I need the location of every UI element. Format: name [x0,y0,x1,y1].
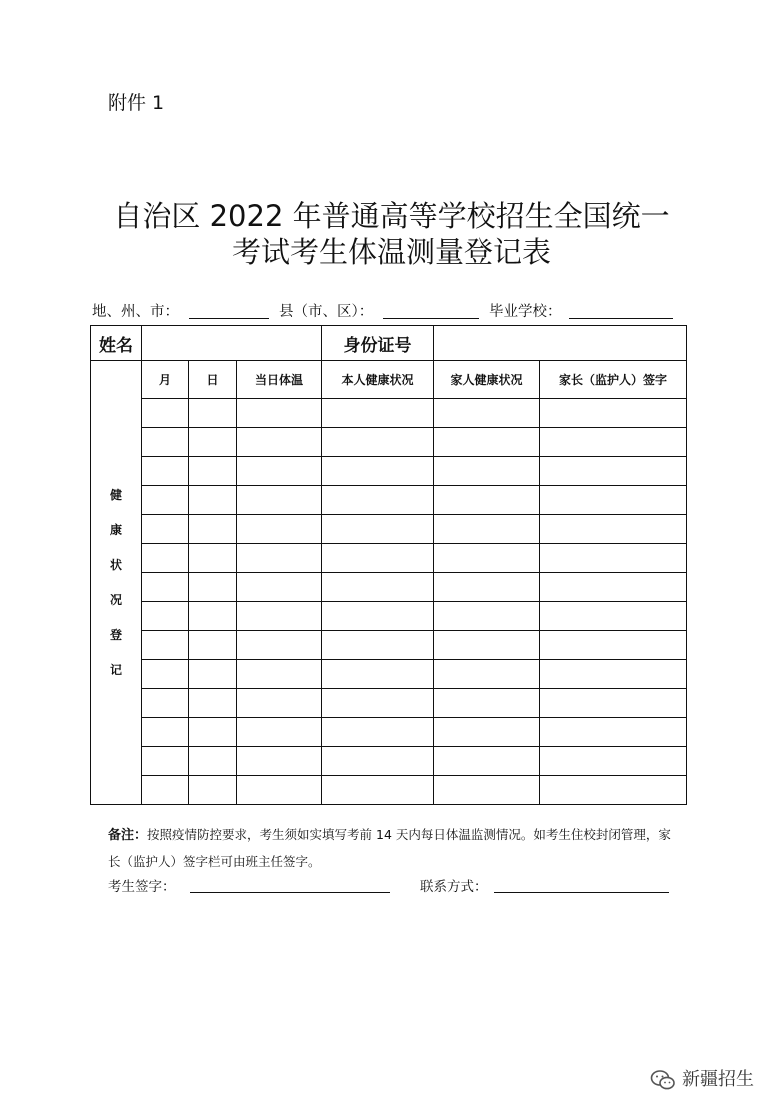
entry-cell[interactable] [540,428,687,457]
section-char: 记 [109,662,122,677]
region-blank[interactable] [189,318,269,319]
entry-cell[interactable] [189,718,237,747]
entry-cell[interactable] [322,515,434,544]
entry-cell[interactable] [237,631,322,660]
entry-cell[interactable] [540,718,687,747]
table-row [91,718,687,747]
entry-cell[interactable] [142,631,189,660]
entry-cell[interactable] [540,631,687,660]
entry-cell[interactable] [434,689,540,718]
entry-cell[interactable] [434,573,540,602]
table-row [91,457,687,486]
entry-cell[interactable] [434,776,540,805]
table-row [91,515,687,544]
contact-blank[interactable] [494,892,669,893]
table-row [91,544,687,573]
entry-cell[interactable] [322,602,434,631]
watermark [650,1065,754,1091]
entry-cell[interactable] [540,457,687,486]
region-label: 地、州、市： [92,304,179,320]
entry-cell[interactable] [434,544,540,573]
school-label: 毕业学校： [489,304,562,320]
student-signature-blank[interactable] [190,892,390,893]
entry-cell[interactable] [189,399,237,428]
entry-cell[interactable] [189,747,237,776]
entry-cell[interactable] [322,544,434,573]
entry-cell[interactable] [237,428,322,457]
table-row [91,486,687,515]
table-row [91,399,687,428]
entry-cell[interactable] [237,544,322,573]
entry-cell[interactable] [142,718,189,747]
column-header-month: 月 [142,361,189,399]
county-blank[interactable] [383,318,479,319]
column-header-guardian-signature: 家长（监护人）签字 [540,361,687,399]
section-char: 健 [109,487,122,502]
table-row [91,689,687,718]
attachment-label: 附件 1 [108,92,165,114]
section-char: 康 [109,522,122,537]
entry-cell[interactable] [434,718,540,747]
table-row [91,776,687,805]
entry-cell[interactable] [237,689,322,718]
entry-cell[interactable] [322,718,434,747]
entry-cell[interactable] [142,486,189,515]
entry-cell[interactable] [540,776,687,805]
school-blank[interactable] [569,318,673,319]
county-label: 县（市、区）： [279,304,374,320]
entry-cell[interactable] [540,660,687,689]
remarks-text: 按照疫情防控要求，考生须如实填写考前 14 天内每日体温监测情况。如考生住校封闭管理，家长（监护人）签字栏可由班主任签字。 [108,827,671,869]
wechat-icon [650,1069,676,1091]
name-label: 姓名 [91,326,142,361]
table-row [91,428,687,457]
entry-cell[interactable] [237,660,322,689]
health-status-section-label [91,361,142,805]
id-number-label: 身份证号 [322,326,434,361]
form-title-line-1: 自治区 2022 年普通高等学校招生全国统一 [113,199,670,233]
section-char: 状 [109,557,122,572]
entry-cell[interactable] [434,660,540,689]
entry-cell[interactable] [434,602,540,631]
entry-cell[interactable] [237,486,322,515]
id-number-cell[interactable] [434,326,687,361]
form-title-line-2: 考试考生体温测量登记表 [231,235,551,269]
table-row [91,747,687,776]
column-header-own-health: 本人健康状况 [322,361,434,399]
contact-label: 联系方式： [420,879,488,895]
entry-cell[interactable] [189,428,237,457]
entry-cell[interactable] [189,515,237,544]
column-header-family-health: 家人健康状况 [434,361,540,399]
entry-cell[interactable] [189,486,237,515]
entry-cell[interactable] [189,457,237,486]
entry-cell[interactable] [322,399,434,428]
column-header-temperature: 当日体温 [237,361,322,399]
entry-cell[interactable] [434,486,540,515]
entry-cell[interactable] [189,660,237,689]
entry-cell[interactable] [142,428,189,457]
entry-cell[interactable] [434,428,540,457]
entry-cell[interactable] [540,573,687,602]
watermark-text: 新疆招生 [682,1069,754,1090]
entry-cell[interactable] [142,457,189,486]
entry-cell[interactable] [142,689,189,718]
entry-cell[interactable] [322,457,434,486]
entry-cell[interactable] [142,602,189,631]
entry-cell[interactable] [237,573,322,602]
entry-cell[interactable] [237,718,322,747]
section-char: 登 [109,627,122,642]
entry-cell[interactable] [189,631,237,660]
student-signature-label: 考生签字： [108,879,176,895]
entry-cell[interactable] [322,631,434,660]
entry-cell[interactable] [142,515,189,544]
table-row [91,660,687,689]
entry-cell[interactable] [142,573,189,602]
entry-cell[interactable] [189,689,237,718]
entry-cell[interactable] [237,602,322,631]
table-row [91,631,687,660]
temperature-register-table [90,325,687,805]
entry-cell[interactable] [189,544,237,573]
remarks-label: 备注： [108,828,148,843]
entry-cell[interactable] [322,428,434,457]
entry-cell[interactable] [434,399,540,428]
entry-cell[interactable] [189,776,237,805]
entry-cell[interactable] [189,573,237,602]
entry-cell[interactable] [322,776,434,805]
entry-cell[interactable] [540,486,687,515]
entry-cell[interactable] [322,486,434,515]
entry-cell[interactable] [434,631,540,660]
entry-cell[interactable] [142,747,189,776]
entry-cell[interactable] [322,747,434,776]
table-row [91,602,687,631]
table-row [91,573,687,602]
entry-cell[interactable] [434,457,540,486]
column-header-day: 日 [189,361,237,399]
name-cell[interactable] [142,326,322,361]
entry-cell[interactable] [142,544,189,573]
entry-cell[interactable] [237,515,322,544]
entry-cell[interactable] [142,776,189,805]
entry-cell[interactable] [237,457,322,486]
entry-cell[interactable] [322,660,434,689]
remarks [108,822,683,875]
entry-cell[interactable] [540,544,687,573]
entry-cell[interactable] [322,573,434,602]
entry-cell[interactable] [540,602,687,631]
entry-cell[interactable] [540,747,687,776]
entry-cell[interactable] [189,602,237,631]
entry-cell[interactable] [142,660,189,689]
section-char: 况 [109,592,122,607]
entry-cell[interactable] [434,747,540,776]
entry-cell[interactable] [434,515,540,544]
entry-cell[interactable] [540,399,687,428]
entry-cell[interactable] [540,515,687,544]
entry-cell[interactable] [237,747,322,776]
entry-cell[interactable] [142,399,189,428]
entry-cell[interactable] [237,399,322,428]
entry-cell[interactable] [322,689,434,718]
entry-cell[interactable] [237,776,322,805]
entry-cell[interactable] [540,689,687,718]
